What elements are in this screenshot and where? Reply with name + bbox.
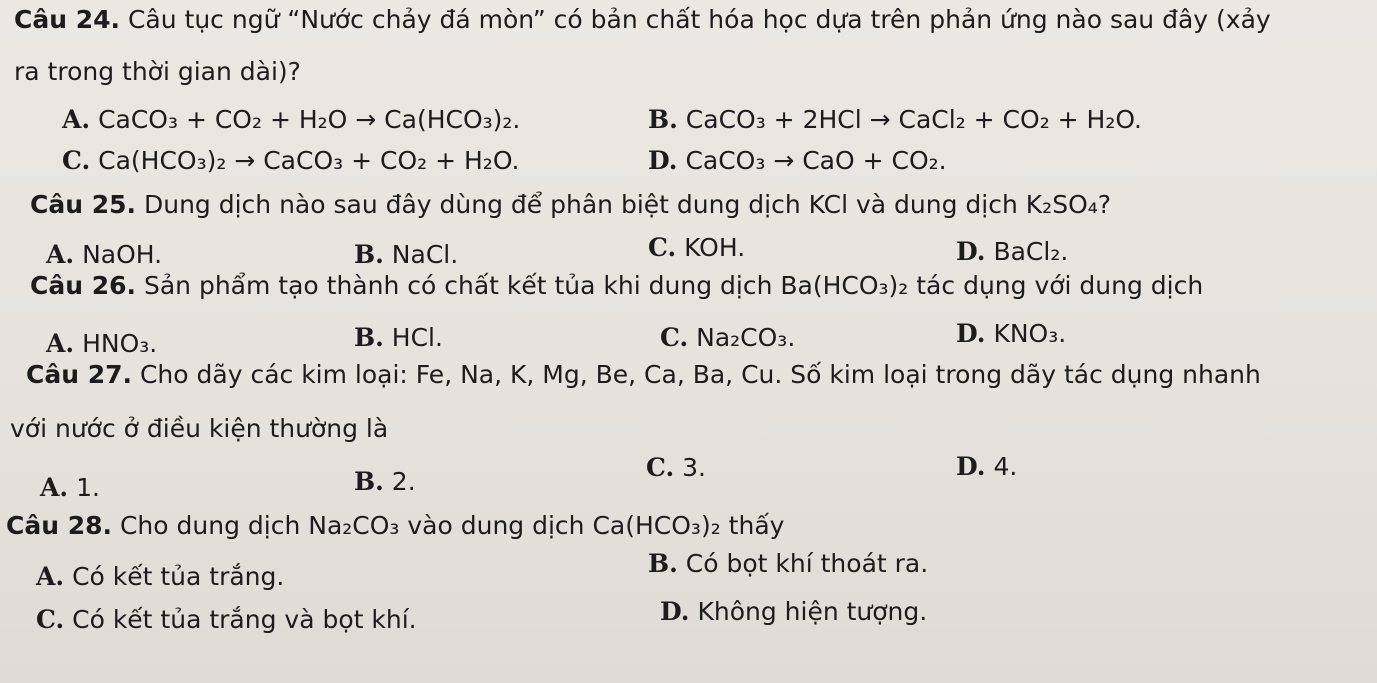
q25-option-a-text: NaOH. <box>82 240 163 269</box>
q26-stem-text: Sản phẩm tạo thành có chất kết tủa khi dung dịch Ba(HCO₃)₂ tác dụng với dung dịch <box>143 271 1204 300</box>
q28-option-d-label: D. <box>660 597 690 626</box>
q28-option-d[interactable] <box>660 596 927 628</box>
q26-option-d-text: KNO₃. <box>993 319 1067 348</box>
q27-option-c-label: C. <box>646 453 675 482</box>
q25-option-d[interactable] <box>956 236 1068 268</box>
q26-option-c-text: Na₂CO₃. <box>696 323 796 352</box>
q27-option-d-text: 4. <box>993 452 1018 481</box>
q27-option-d-label: D. <box>956 452 986 481</box>
q27-option-b[interactable] <box>354 466 416 498</box>
q27-option-a-text: 1. <box>76 473 100 502</box>
q25-option-a-label: A. <box>46 240 75 269</box>
q25-option-a[interactable] <box>46 239 162 271</box>
q27-option-b-label: B. <box>354 467 384 496</box>
q25-option-c-text: KOH. <box>684 233 746 262</box>
q24-label: Câu 24. <box>14 5 121 34</box>
q24-option-c[interactable] <box>62 145 519 177</box>
q26-option-b-text: HCl. <box>391 323 443 352</box>
q28-stem-text: Cho dung dịch Na₂CO₃ vào dung dịch Ca(HCO₃)₂ thấy <box>119 511 785 540</box>
q25-option-c-label: C. <box>648 233 677 262</box>
q25-option-d-label: D. <box>956 237 986 266</box>
q26-option-b[interactable] <box>354 322 443 354</box>
q28-option-b-label: B. <box>648 549 678 578</box>
q27-stem-line2: với nước ở điều kiện thường là <box>10 414 389 443</box>
q27-option-a-label: A. <box>40 473 69 502</box>
q28-option-b[interactable] <box>648 548 928 580</box>
q26-option-c-label: C. <box>660 323 689 352</box>
q27-option-c-text: 3. <box>682 453 706 482</box>
q25-label: Câu 25. <box>30 190 137 219</box>
q26-label: Câu 26. <box>30 271 137 300</box>
q27-option-c[interactable] <box>646 452 706 484</box>
q24-stem-line2: ra trong thời gian dài)? <box>14 57 301 86</box>
q26-option-a-text: HNO₃. <box>82 329 158 358</box>
q27-stem-line1 <box>26 359 1261 391</box>
q25-stem-text: Dung dịch nào sau đây dùng để phân biệt dung dịch KCl và dung dịch K₂SO₄? <box>143 190 1112 219</box>
q27-label: Câu 27. <box>26 360 133 389</box>
q24-option-a[interactable] <box>62 104 520 136</box>
q25-stem <box>30 189 1111 221</box>
q25-option-b[interactable] <box>354 239 458 271</box>
q26-option-a[interactable] <box>46 328 157 360</box>
q24-option-c-text: Ca(HCO₃)₂ → CaCO₃ + CO₂ + H₂O. <box>98 146 520 175</box>
q28-stem <box>6 510 784 542</box>
q28-label: Câu 28. <box>6 511 113 540</box>
q26-option-a-label: A. <box>46 329 75 358</box>
q24-option-d-label: D. <box>648 146 678 175</box>
q25-option-b-text: NaCl. <box>391 240 459 269</box>
q24-option-b-label: B. <box>648 105 678 134</box>
q26-option-d-label: D. <box>956 319 986 348</box>
q27-option-d[interactable] <box>956 451 1017 483</box>
q28-option-c-label: C. <box>36 605 65 634</box>
q26-option-c[interactable] <box>660 322 795 354</box>
q26-option-b-label: B. <box>354 323 384 352</box>
q25-option-d-text: BaCl₂. <box>993 237 1069 266</box>
q24-option-b[interactable] <box>648 104 1142 136</box>
q24-option-c-label: C. <box>62 146 91 175</box>
q28-option-a-label: A. <box>36 562 65 591</box>
q28-option-a[interactable] <box>36 561 284 593</box>
q24-stem-line1 <box>14 4 1271 36</box>
q24-option-d-text: CaCO₃ → CaO + CO₂. <box>685 146 947 175</box>
q26-option-d[interactable] <box>956 318 1066 350</box>
q27-stem-text: Cho dãy các kim loại: Fe, Na, K, Mg, Be, Ca, Ba, Cu. Số kim loại trong dãy tác dụng nhanh <box>139 360 1261 389</box>
q28-option-c-text: Có kết tủa trắng và bọt khí. <box>72 605 417 634</box>
q24-option-b-text: CaCO₃ + 2HCl → CaCl₂ + CO₂ + H₂O. <box>685 105 1142 134</box>
q27-option-a[interactable] <box>40 472 100 504</box>
q28-option-c[interactable] <box>36 604 417 636</box>
q24-option-a-label: A. <box>62 105 91 134</box>
q28-option-d-text: Không hiện tượng. <box>697 597 928 626</box>
q24-option-a-text: CaCO₃ + CO₂ + H₂O → Ca(HCO₃)₂. <box>98 105 521 134</box>
q24-stem-text: Câu tục ngữ “Nước chảy đá mòn” có bản chất hóa học dựa trên phản ứng nào sau đây (xảy <box>127 5 1271 34</box>
q27-option-b-text: 2. <box>391 467 416 496</box>
q26-stem <box>30 270 1203 302</box>
q25-option-b-label: B. <box>354 240 384 269</box>
q25-option-c[interactable] <box>648 232 745 264</box>
q24-option-d[interactable] <box>648 145 947 177</box>
q28-option-a-text: Có kết tủa trắng. <box>72 562 285 591</box>
q28-option-b-text: Có bọt khí thoát ra. <box>685 549 929 578</box>
